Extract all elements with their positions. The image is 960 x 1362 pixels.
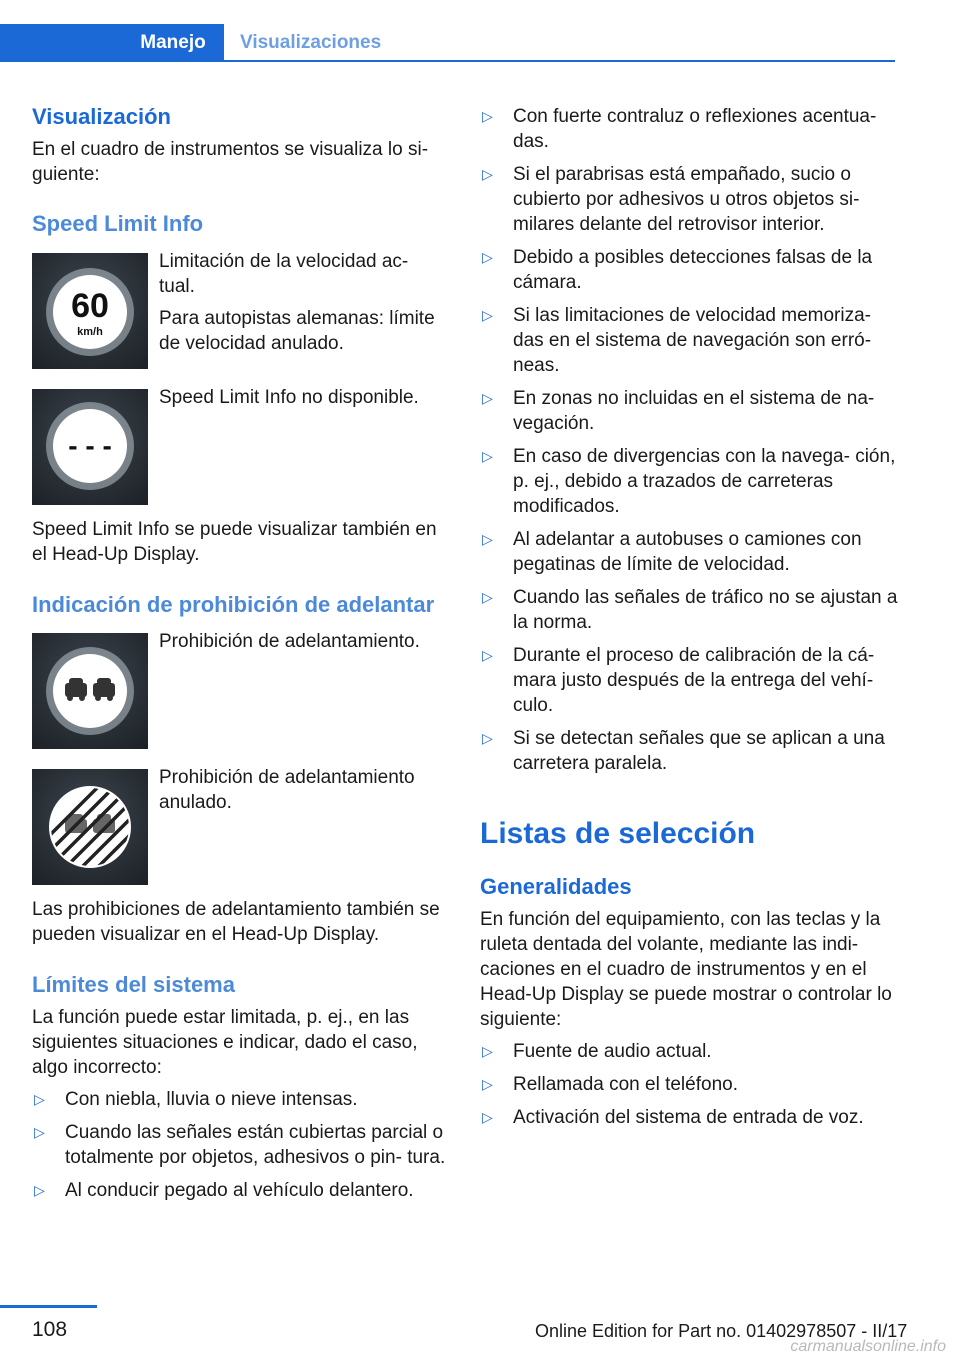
header-bar [0,24,122,62]
list-item: ▷ Rellamada con el teléfono. [482,1074,738,1095]
header-rule [0,60,895,62]
bullet-triangle-icon: ▷ [482,1109,493,1125]
sign-60-label: 60 [71,287,109,325]
page-number: 108 [32,1318,68,1341]
list-item: ▷ En zonas no incluidas en el sistema de na- vegación. [482,388,875,434]
speed-limit-60-icon [32,253,148,369]
bullet-triangle-icon: ▷ [34,1182,45,1198]
visualizacion-text: En el cuadro de instrumentos se visualiza lo si- guiente: [32,139,429,185]
list-item: ▷ Cuando las señales de tráfico no se ajustan a la norma. [482,587,898,633]
bullet-triangle-icon: ▷ [482,307,493,323]
list-item: ▷ Con fuerte contraluz o reflexiones acentua- das. [482,106,877,152]
list-item: ▷ Si se detectan señales que se aplican a una carretera paralela. [482,728,885,774]
speed-limit-autobahn-text: Para autopistas alemanas: límite de velocidad anulado. [159,308,435,354]
watermark: carmanualsonline.info [790,1338,946,1355]
list-item: ▷ Con niebla, lluvia o nieve intensas. [34,1089,358,1110]
limits-intro-text: La función puede estar limitada, p. ej., en las siguientes situaciones e indicar, dado el caso, algo incorrecto: [32,1007,418,1078]
list-item: ▷ Durante el proceso de calibración de la cá- mara justo después de la entrega del vehí- culo. [482,645,875,716]
speed-limit-current-text: Limitación de la velocidad ac- tual. [159,251,409,297]
speed-limit-hud-text: Speed Limit Info se puede visualizar también en el Head-Up Display. [32,519,437,565]
list-item: ▷ Al adelantar a autobuses o camiones con pegatinas de límite de velocidad. [482,529,862,575]
bullet-triangle-icon: ▷ [482,166,493,182]
bullet-triangle-icon: ▷ [482,730,493,746]
bullet-triangle-icon: ▷ [482,1076,493,1092]
visualizacion-heading: Visualización [32,104,171,129]
bullet-triangle-icon: ▷ [482,108,493,124]
bullet-triangle-icon: ▷ [482,647,493,663]
bullet-triangle-icon: ▷ [34,1124,45,1140]
bullet-triangle-icon: ▷ [482,531,493,547]
overtaking-prohibited-text: Prohibición de adelantamiento. [159,631,420,652]
bullet-triangle-icon: ▷ [482,448,493,464]
bullet-triangle-icon: ▷ [34,1091,45,1107]
overtaking-lifted-text: Prohibición de adelantamiento anulado. [159,767,415,813]
selection-lists-heading: Listas de selección [480,817,756,850]
overtaking-hud-text: Las prohibiciones de adelantamiento también se pueden visualizar en el Head-Up Display. [32,899,440,945]
overtaking-lifted-icon [32,769,148,885]
overtaking-prohibited-icon [32,633,148,749]
footer-rule [0,1305,97,1308]
list-item: ▷ Cuando las señales están cubiertas parcial o totalmente por objetos, adhesivos o pin- tura. [34,1122,446,1168]
speed-limit-unavailable-icon [32,389,148,505]
speed-limit-heading: Speed Limit Info [32,211,204,236]
list-item: ▷ Si las limitaciones de velocidad memoriza- das en el sistema de navegación son erró- neas. [482,305,872,376]
general-text: En función del equipamiento, con las teclas y la ruleta dentada del volante, mediante las indi- caciones en el cuadro de instrumentos y en el Head-Up Display se puede mostrar o controlar lo siguiente: [480,909,892,1030]
tab-visualizaciones[interactable]: Visualizaciones [240,32,382,53]
speed-limit-unavailable-text: Speed Limit Info no disponible. [159,387,419,408]
list-item: ▷ Al conducir pegado al vehículo delantero. [34,1180,414,1201]
limits-list-left [32,1087,447,1211]
limits-heading: Límites del sistema [32,972,235,997]
sign-dashes-label: - - - [68,430,112,461]
bullet-triangle-icon: ▷ [482,390,493,406]
tab-manejo[interactable]: Manejo [122,24,224,62]
sign-kmh-label: km/h [77,326,103,338]
list-item: ▷ Debido a posibles detecciones falsas de la cámara. [482,247,873,293]
bullet-triangle-icon: ▷ [482,1043,493,1059]
edition-text: Online Edition for Part no. 01402978507 - II/17 [535,1321,908,1341]
bullet-triangle-icon: ▷ [482,249,493,265]
list-item: ▷ Si el parabrisas está empañado, sucio o cubierto por adhesivos u otros objetos si- milares delante del retrovisor interior. [482,164,860,235]
list-item: ▷ En caso de divergencias con la navega- ción, p. ej., debido a trazados de carreteras modificados. [482,446,896,517]
general-heading: Generalidades [480,874,632,899]
bullet-triangle-icon: ▷ [482,589,493,605]
overtaking-heading: Indicación de prohibición de adelantar [32,592,435,617]
list-item: ▷ Activación del sistema de entrada de voz. [482,1107,864,1128]
list-item: ▷ Fuente de audio actual. [482,1041,712,1062]
limits-list-right [480,104,898,784]
general-list [480,1039,898,1138]
